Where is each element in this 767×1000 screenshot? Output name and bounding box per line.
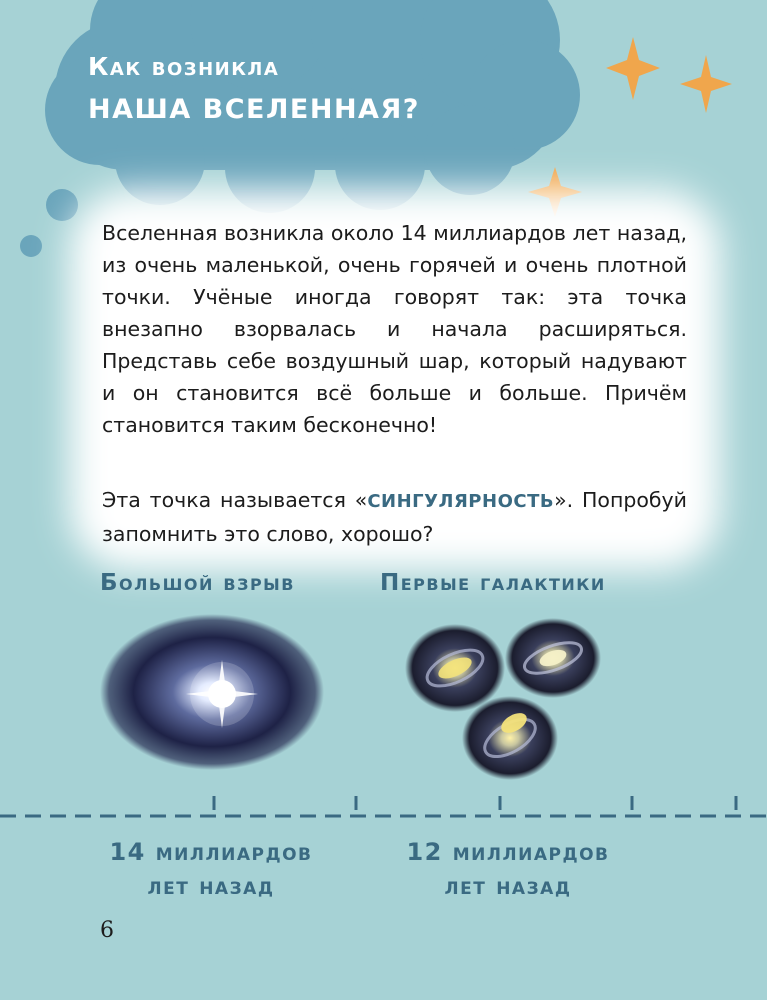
big-bang-image <box>100 614 324 770</box>
big-bang-time-line1: 14 миллиардов <box>109 838 313 866</box>
singularity-paragraph <box>102 484 687 550</box>
title-line-2: НАША ВСЕЛЕННАЯ? <box>88 94 420 125</box>
big-bang-label: Большой взрыв <box>100 570 295 596</box>
big-bang-time <box>96 835 326 903</box>
title-line-1: Как возникла <box>88 52 280 81</box>
first-galaxies-time-line2: лет назад <box>444 872 572 900</box>
paragraph-text-before: Эта точка называется « <box>102 488 368 512</box>
first-galaxies-time <box>393 835 623 903</box>
intro-paragraph: Вселенная возникла около 14 миллиардов лет назад, из очень маленькой, очень горячей и очень плотной точки. Учёные иногда говорят так: эта точка внезапно взорвалась и начала расширяться. Представь себе воздушный шар, который надувают и он становится всё больше и больше. Причём становится таким бесконечно! <box>102 221 687 437</box>
big-bang-time-line2: лет назад <box>147 872 275 900</box>
paragraph-text-after: ». Попробуй запомнить это слово, хорошо? <box>102 488 687 546</box>
page-number: 6 <box>100 918 114 943</box>
galaxies-image <box>405 618 601 780</box>
first-galaxies-time-line1: 12 миллиардов <box>406 838 610 866</box>
first-galaxies-label: Первые галактики <box>380 570 606 596</box>
timeline-axis <box>0 796 767 816</box>
singularity-term: СИНГУЛЯРНОСТЬ <box>367 491 555 512</box>
